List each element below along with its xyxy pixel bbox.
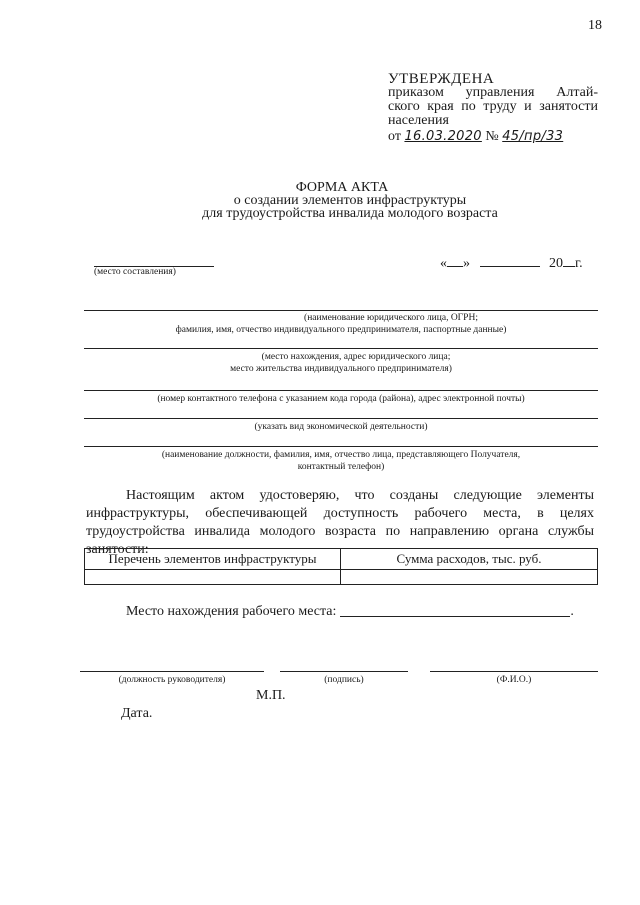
approval-line-2: ского края по труду и занятости <box>388 99 598 114</box>
approval-block <box>388 72 598 144</box>
date-close-quote: » <box>463 256 470 271</box>
title-line-2: о создании элементов инфраструктуры <box>233 193 467 208</box>
activity-caption: (указать вид экономической деятельности) <box>254 422 428 432</box>
phone-line[interactable] <box>84 390 598 391</box>
representative-caption-2: контактный телефон) <box>297 462 385 472</box>
from-label: от <box>388 129 401 144</box>
workplace-row <box>126 602 574 620</box>
location-line[interactable] <box>84 348 598 349</box>
place-caption: (место составления) <box>94 267 176 277</box>
representative-caption-1: (наименование должности, фамилия, имя, отчество лица, представляющего Получателя, <box>161 450 521 460</box>
position-caption: (должность руководителя) <box>118 675 226 685</box>
legal-entity-caption-1: (наименование юридического лица, ОГРН; <box>304 313 478 323</box>
location-caption-1: (место нахождения, адрес юридического лица; <box>261 352 451 362</box>
workplace-blank[interactable] <box>340 602 570 617</box>
stamp-label: М.П. <box>256 688 286 703</box>
table-header-row <box>85 549 598 570</box>
table-cell-elements[interactable] <box>85 570 341 585</box>
legal-entity-caption <box>84 312 598 336</box>
location-caption-2: место жительства индивидуального предпринимателя) <box>230 364 452 374</box>
phone-caption: (номер контактного телефона с указанием кода города (района), адрес электронной почты) <box>157 394 525 404</box>
title-line-3: для трудоустройства инвалида молодого возраста <box>202 206 498 221</box>
number-label: № <box>485 129 499 144</box>
workplace-label: Место нахождения рабочего места: <box>126 604 337 619</box>
position-line[interactable] <box>80 671 264 672</box>
date-template <box>440 256 583 272</box>
legal-entity-line[interactable] <box>84 310 598 311</box>
legal-entity-caption-2: фамилия, имя, отчество индивидуального предпринимателя, паспортные данные) <box>175 325 507 335</box>
order-number-handwritten: 45/пр/33 <box>502 129 564 144</box>
year-suffix: г. <box>575 256 583 271</box>
order-date-handwritten: 16.03.2020 <box>404 129 482 144</box>
date-label: Дата. <box>121 706 153 721</box>
infrastructure-table <box>84 548 598 585</box>
approval-line-3: населения <box>388 113 449 128</box>
day-blank[interactable] <box>447 266 463 267</box>
approval-order-line <box>388 130 598 144</box>
workplace-end: . <box>570 604 574 619</box>
location-caption <box>84 351 598 375</box>
table-header-elements: Перечень элементов инфраструктуры <box>85 549 341 570</box>
month-blank[interactable] <box>480 266 540 267</box>
year-prefix: 20 <box>549 256 563 271</box>
form-title <box>0 181 640 220</box>
fio-caption: (Ф.И.О.) <box>496 675 532 685</box>
year-blank[interactable] <box>563 266 575 267</box>
representative-caption <box>84 449 598 473</box>
representative-line[interactable] <box>84 446 598 447</box>
fio-line[interactable] <box>430 671 598 672</box>
approval-heading: УТВЕРЖДЕНА <box>388 71 495 87</box>
title-line-1: ФОРМА АКТА <box>295 180 389 195</box>
table-header-expenses: Сумма расходов, тыс. руб. <box>341 549 598 570</box>
body-text: Настоящим актом удостоверяю, что созданы следующие элементы инфраструктуры, обеспечивающей доступность рабочего места, в целях трудоустройства инвалида молодого возраста по направлению органа службы занятости: <box>86 488 594 557</box>
approval-line-1: приказом управления Алтай- <box>388 85 598 100</box>
signature-line[interactable] <box>280 671 408 672</box>
date-open-quote: « <box>440 256 447 271</box>
signature-caption: (подпись) <box>324 675 364 685</box>
activity-line[interactable] <box>84 418 598 419</box>
page-number: 18 <box>588 18 602 33</box>
table-row <box>85 570 598 585</box>
table-cell-expenses[interactable] <box>341 570 598 585</box>
